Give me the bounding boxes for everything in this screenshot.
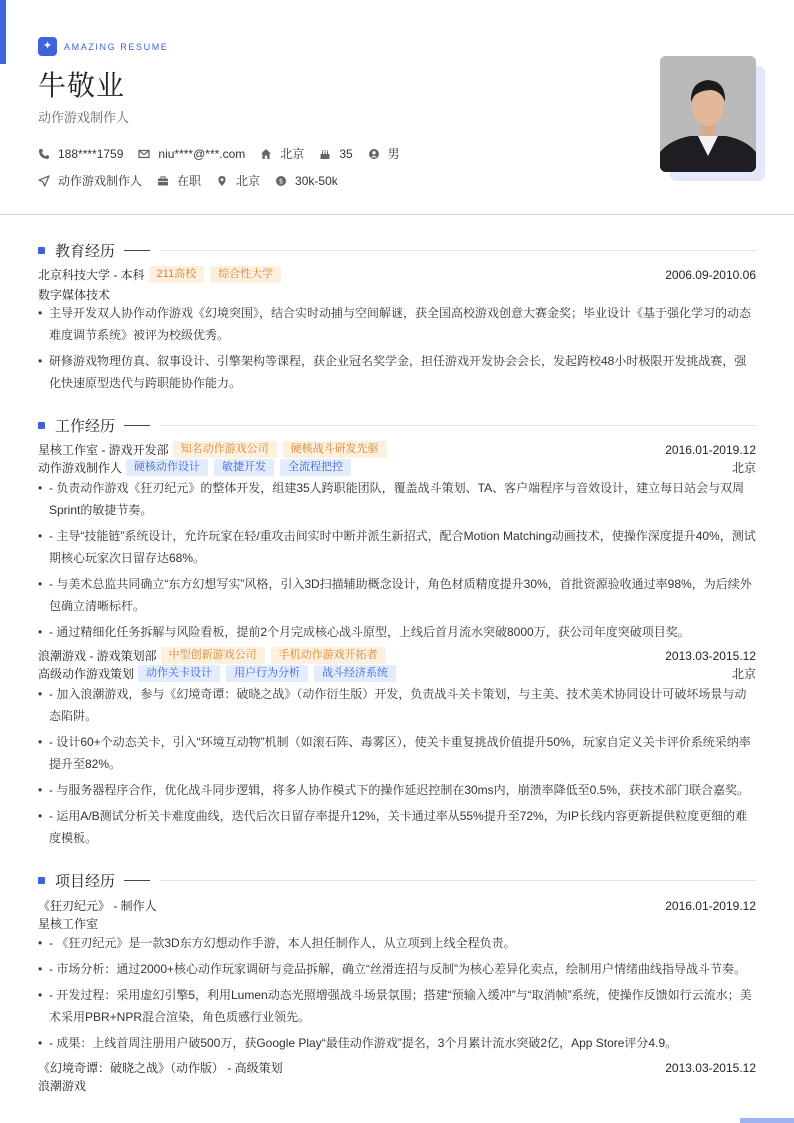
target-role-value: 动作游戏制作人 xyxy=(58,174,143,188)
school-tag: 综合性大学 xyxy=(210,266,281,283)
briefcase-icon xyxy=(157,175,169,187)
mail-icon xyxy=(138,148,150,160)
portrait-illustration xyxy=(660,56,756,172)
company-tag: 硬核战斗研发先驱 xyxy=(283,441,387,458)
education-bullet: • 研修游戏物理仿真、叙事设计、引擎架构等课程，获企业冠名奖学金，担任游戏开发协会会长，发起跨校48小时极限开发挑战赛，强化快速原型迭代与跨职能协作能力。 xyxy=(38,350,756,394)
project-org: 浪潮游戏 xyxy=(38,1079,87,1093)
location-pin-icon xyxy=(216,175,228,187)
work-header xyxy=(38,647,756,664)
company-tag: 手机动作游戏开拓者 xyxy=(271,647,386,664)
section-bullet xyxy=(38,247,45,254)
candidate-title: 动作游戏制作人 xyxy=(38,110,130,125)
work-bullet: • - 负责动作游戏《狂刃纪元》的整体开发，组建35人跨职能团队，覆盖战斗策划、TA、客户端程序与音效设计，建立每日站会与双周Sprint的敏捷节奏。 xyxy=(38,477,756,521)
sparkle-icon: ✦ xyxy=(38,37,57,56)
section-title: 教育经历 xyxy=(55,243,116,260)
contact-target-city xyxy=(216,172,260,189)
work-bullet: • - 运用A/B测试分析关卡难度曲线，迭代后次日留存率提升12%，关卡通过率从55%提升至72%，为IP长线内容更新提供粒度更细的难度模板。 xyxy=(38,805,756,849)
work-dates: 2013.03-2015.12 xyxy=(665,648,756,663)
svg-text:$: $ xyxy=(278,177,284,186)
contact-row-basic xyxy=(38,145,415,162)
email-value: niu****@***.com xyxy=(158,146,246,161)
role-tag: 动作关卡设计 xyxy=(138,665,220,682)
age-value: 35 xyxy=(339,146,353,161)
work-location: 北京 xyxy=(731,461,756,475)
candidate-name: 牛敬业 xyxy=(38,69,126,102)
company-tag: 知名动作游戏公司 xyxy=(173,441,277,458)
role-tag: 全流程把控 xyxy=(280,459,351,476)
work-bullet: • - 主导“技能链”系统设计，允许玩家在轻/重攻击间实时中断并派生新招式，配合Motion Matching动画技术，使操作深度提升40%，测试期核心玩家次日留存达68%。 xyxy=(38,525,756,569)
work-header xyxy=(38,441,756,458)
project-bullet: • - 成果：上线首周注册用户破500万，获Google Play“最佳动作游戏”提名，3个月累计流水突破2亿，App Store评分4.9。 xyxy=(38,1032,756,1054)
work-location: 北京 xyxy=(731,667,756,681)
section-rule xyxy=(160,880,756,881)
section-bullet xyxy=(38,422,45,429)
project-header xyxy=(38,897,756,914)
project-dates: 2016.01-2019.12 xyxy=(665,898,756,913)
education-dates: 2006.09-2010.06 xyxy=(665,267,756,282)
section-rule xyxy=(160,250,756,251)
contact-status xyxy=(157,172,201,189)
role-tag: 用户行为分析 xyxy=(226,665,308,682)
contact-target-role xyxy=(38,172,142,189)
status-value: 在职 xyxy=(177,174,202,188)
role-tag: 战斗经济系统 xyxy=(314,665,396,682)
project-name: 《幻境奇谭：破晓之战》（动作版） - 高级策划 xyxy=(38,1061,283,1075)
project-name: 《狂刃纪元》 - 制作人 xyxy=(38,899,157,913)
school-name: 北京科技大学 - 本科 xyxy=(38,268,145,282)
section-dash xyxy=(124,250,150,251)
company-tag: 中型创新游戏公司 xyxy=(161,647,265,664)
project-dates: 2013.03-2015.12 xyxy=(665,1060,756,1075)
project-org-row xyxy=(38,915,756,932)
gender-value: 男 xyxy=(387,147,400,161)
city-value: 北京 xyxy=(280,147,305,161)
project-bullet: • - 市场分析：通过2000+核心动作玩家调研与竞品拆解，确立“丝滑连招与反制”为核心差异化卖点，绘制用户情绪曲线指导战斗节奏。 xyxy=(38,958,756,980)
header-divider xyxy=(0,214,794,215)
work-role-row xyxy=(38,459,756,476)
section-projects xyxy=(38,870,756,891)
role-tag: 硬核动作设计 xyxy=(126,459,208,476)
project-org: 星核工作室 xyxy=(38,917,99,931)
bottom-accent-bar xyxy=(740,1118,794,1123)
contact-gender xyxy=(368,145,400,162)
project-org-row xyxy=(38,1077,756,1094)
target-city-value: 北京 xyxy=(236,174,261,188)
major: 数字媒体技术 xyxy=(38,288,111,302)
section-dash xyxy=(124,880,150,881)
home-icon xyxy=(260,148,272,160)
project-bullet: • - 《狂刃纪元》是一款3D东方幻想动作手游，本人担任制作人，从立项到上线全程负责。 xyxy=(38,932,756,954)
role-name: 高级动作游戏策划 xyxy=(38,667,135,681)
work-bullet: • - 加入浪潮游戏，参与《幻境奇谭：破晓之战》（动作衍生版）开发，负责战斗关卡策划，与主美、技术美术协同设计可破坏场景与动态陷阱。 xyxy=(38,683,756,727)
work-role-row xyxy=(38,665,756,682)
send-icon xyxy=(38,175,50,187)
education-header xyxy=(38,266,756,283)
work-bullet: • - 通过精细化任务拆解与风险看板，提前2个月完成核心战斗原型，上线后首月流水突破8000万，获公司年度突破项目奖。 xyxy=(38,621,756,643)
section-education xyxy=(38,240,756,261)
company-name: 星核工作室 - 游戏开发部 xyxy=(38,443,169,457)
accent-bar xyxy=(0,0,6,64)
salary-value: 30k-50k xyxy=(295,173,338,188)
contact-city xyxy=(260,145,304,162)
section-title: 项目经历 xyxy=(55,873,116,890)
contact-phone xyxy=(38,147,123,161)
phone-value: 188****1759 xyxy=(58,146,124,161)
section-rule xyxy=(160,425,756,426)
company-name: 浪潮游戏 - 游戏策划部 xyxy=(38,649,157,663)
project-header xyxy=(38,1059,756,1076)
section-dash xyxy=(124,425,150,426)
role-name: 动作游戏制作人 xyxy=(38,461,123,475)
education-major-row xyxy=(38,286,756,303)
work-bullet: • - 与服务器程序合作，优化战斗同步逻辑，将多人协作模式下的操作延迟控制在30ms内，崩溃率降低至0.5%，获技术部门联合嘉奖。 xyxy=(38,779,756,801)
work-dates: 2016.01-2019.12 xyxy=(665,442,756,457)
section-title: 工作经历 xyxy=(55,418,116,435)
contact-row-job xyxy=(38,172,353,189)
cake-icon xyxy=(319,148,331,160)
contact-salary xyxy=(275,174,338,188)
role-tag: 敏捷开发 xyxy=(214,459,274,476)
section-bullet xyxy=(38,877,45,884)
school-tag: 211高校 xyxy=(149,266,205,283)
education-bullet: • 主导开发双人协作动作游戏《幻境突围》，结合实时动捕与空间解谜，获全国高校游戏创意大赛金奖；毕业设计《基于强化学习的动态难度调节系统》被评为校级优秀。 xyxy=(38,302,756,346)
section-work xyxy=(38,415,756,436)
brand xyxy=(38,37,168,56)
contact-email xyxy=(138,147,245,161)
money-icon xyxy=(275,175,287,187)
brand-text: AMAZING RESUME xyxy=(64,41,169,52)
user-circle-icon xyxy=(368,148,380,160)
work-bullet: • - 设计60+个动态关卡，引入“环境互动物”机制（如滚石阵、毒雾区），使关卡重复挑战价值提升50%，玩家自定义关卡评价系统采纳率提升至82%。 xyxy=(38,731,756,775)
contact-age xyxy=(319,147,352,161)
work-bullet: • - 与美术总监共同确立“东方幻想写实”风格，引入3D扫描辅助概念设计，角色材质精度提升30%，首批资源验收通过率98%，为后续外包确立清晰标杆。 xyxy=(38,573,756,617)
profile-photo xyxy=(660,56,756,172)
phone-icon xyxy=(38,148,50,160)
project-bullet: • - 开发过程：采用虚幻引擎5，利用Lumen动态光照增强战斗场景氛围；搭建“预输入缓冲”与“取消帧”系统，使操作反馈如行云流水；美术采用PBR+NPR混合渲染，角色质感行业领先。 xyxy=(38,984,756,1028)
